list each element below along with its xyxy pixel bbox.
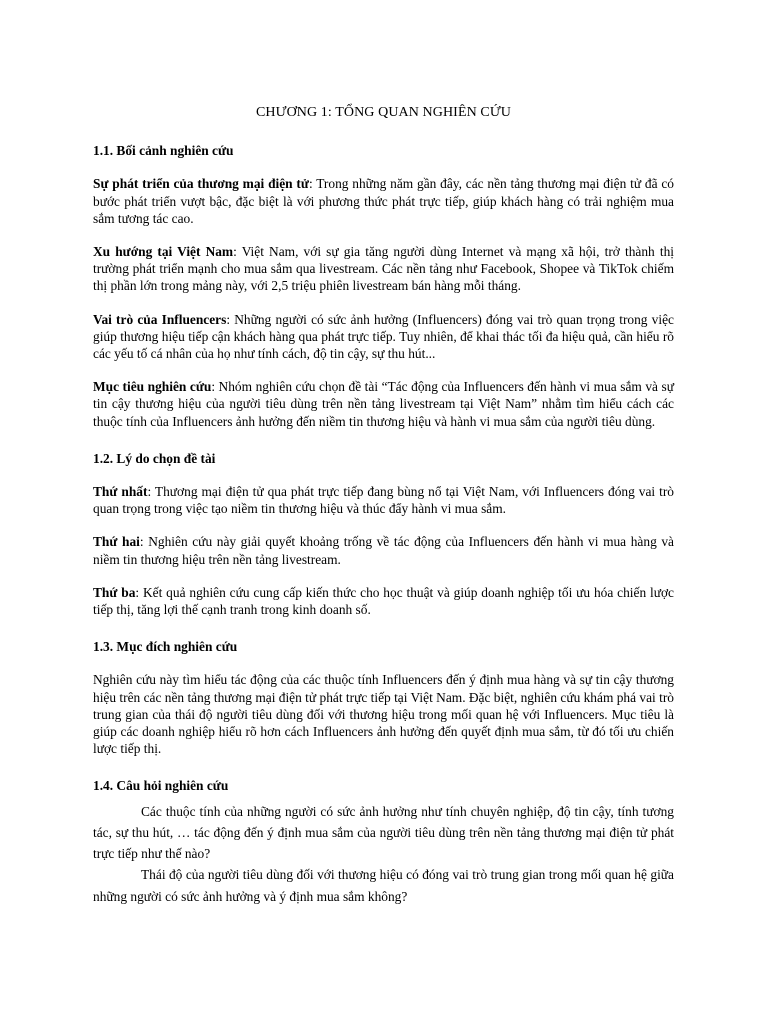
- paragraph-influencer-role: [93, 311, 674, 363]
- research-question-2: Thái độ của người tiêu dùng đối với thương hiệu có đóng vai trò trung gian trong mối quan hệ giữa những người có sức ảnh hưởng và ý định mua sắm không?: [93, 867, 674, 904]
- section-heading-1-4: 1.4. Câu hỏi nghiên cứu: [93, 778, 229, 794]
- paragraph-text: : Nhóm nghiên cứu chọn đề tài “Tác động của Influencers đến hành vi mua sắm và sự tin cậy thương hiệu của người tiêu dùng trên nền tảng livestream tại Việt Nam” nhằm tìm hiểu cách các thuộc tính của Influencers ảnh hưởng đến niềm tin thương hiệu và hành vi mua sắm của người tiêu dùng.: [93, 379, 674, 429]
- paragraph-text: : Những người có sức ảnh hưởng (Influencers) đóng vai trò quan trọng trong việc giúp thương hiệu tiếp cận khách hàng qua phát trực tiếp. Tuy nhiên, để khai thác tối đa hiệu quả, cần hiểu rõ các yếu tố cá nhân của họ như tính cách, độ tin cậy, sự thu hút...: [93, 311, 674, 362]
- paragraph-label: Xu hướng tại Việt Nam: [93, 244, 234, 260]
- paragraph-label: Mục tiêu nghiên cứu: [93, 379, 212, 395]
- section-heading-1-1: 1.1. Bối cảnh nghiên cứu: [93, 143, 234, 159]
- paragraph-text: : Trong những năm gần đây, các nền tảng thương mại điện tử đã có bước phát triển vượt bậc, đặc biệt là với phương thức phát trực tiếp, giúp khách hàng có trải nghiệm mua sắm tương tác cao.: [93, 176, 675, 226]
- paragraph-reason-first: [93, 483, 674, 517]
- paragraph-text: : Việt Nam, với sự gia tăng người dùng Internet và mạng xã hội, trở thành thị trường phát triển mạnh cho mua sắm qua livestream. Các nền tảng như Facebook, Shopee và TikTok chiếm thị phần lớn trong mảng này, với 2,5 triệu phiên livestream bán hàng mỗi tháng.: [93, 244, 675, 294]
- paragraph-label: Thứ nhất: [93, 484, 148, 500]
- paragraph-label: Thứ ba: [93, 584, 136, 600]
- paragraph-label: Sự phát triển của thương mại điện tử: [93, 176, 309, 192]
- paragraph-label: Thứ hai: [93, 534, 140, 550]
- paragraph-text: : Kết quả nghiên cứu cung cấp kiến thức cho học thuật và giúp doanh nghiệp tối ưu hóa chiến lược tiếp thị, tăng lợi thế cạnh tranh trong kinh doanh số.: [93, 584, 675, 618]
- paragraph-text: : Thương mại điện tử qua phát trực tiếp đang bùng nổ tại Việt Nam, với Influencers đóng vai trò quan trọng trong việc tạo niềm tin thương hiệu và thúc đẩy hành vi mua sắm.: [93, 484, 674, 517]
- paragraph-label: Vai trò của Influencers: [93, 311, 227, 327]
- section-heading-1-3: 1.3. Mục đích nghiên cứu: [93, 639, 238, 655]
- chapter-title: CHƯƠNG 1: TỔNG QUAN NGHIÊN CỨU: [255, 105, 512, 120]
- research-question-1: Các thuộc tính của những người có sức ảnh hưởng như tính chuyên nghiệp, độ tin cậy, tính tương tác, sự thu hút, … tác động đến ý định mua sắm của người tiêu dùng trên nền tảng thương mại điện tử phát trực tiếp như thế nào?: [93, 803, 674, 862]
- paragraph-research-purpose: Nghiên cứu này tìm hiểu tác động của các thuộc tính Influencers đến ý định mua hàng và sự tin cậy thương hiệu trên các nền tảng thương mại điện tử phát trực tiếp tại Việt Nam. Đặc biệt, nghiên cứu khám phá vai trò trung gian của thái độ người tiêu dùng đối với thương hiệu trong mối quan hệ với Influencers. Mục tiêu là giúp các doanh nghiệp hiểu rõ hơn cách Influencers ảnh hưởng đến quyết định mua sắm, từ đó tối ưu chiến lược tiếp thị.: [93, 672, 674, 757]
- paragraph-research-objective: [93, 378, 674, 430]
- paragraph-text: : Nghiên cứu này giải quyết khoảng trống về tác động của Influencers đến hành vi mua hàng và niềm tin thương hiệu trên nền tảng livestream.: [93, 534, 675, 567]
- paragraph-reason-second: [93, 533, 674, 567]
- document-page: [93, 104, 674, 907]
- paragraph-ecommerce-growth: [93, 175, 674, 227]
- paragraph-vietnam-trend: [93, 243, 674, 295]
- paragraph-reason-third: [93, 584, 674, 618]
- section-heading-1-2: 1.2. Lý do chọn đề tài: [93, 450, 216, 466]
